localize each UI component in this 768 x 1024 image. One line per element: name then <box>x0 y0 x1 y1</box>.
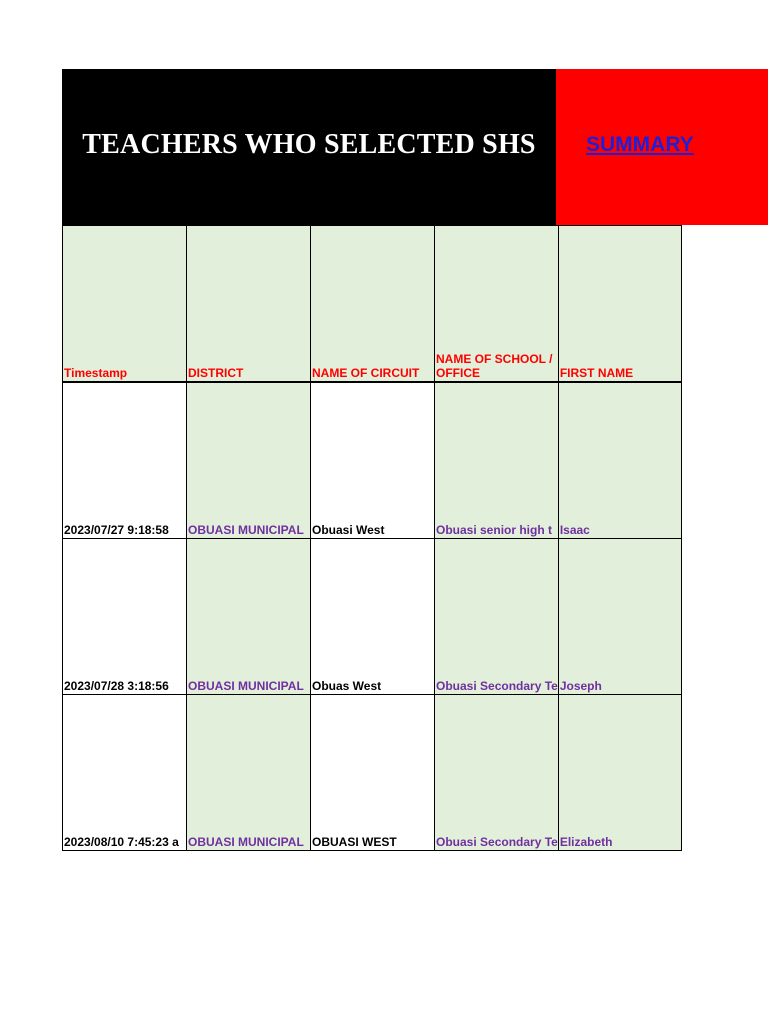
cell-first-name[interactable]: Elizabeth <box>558 695 681 851</box>
header-district: DISTRICT <box>187 226 311 383</box>
summary-link[interactable]: SUMMARY <box>586 133 694 156</box>
cell-school[interactable]: Obuasi Secondary Te <box>435 695 559 851</box>
table-row <box>63 539 682 695</box>
header-first-name: FIRST NAME <box>558 226 681 383</box>
table-row <box>63 382 682 539</box>
teachers-table <box>62 225 682 851</box>
cell-district[interactable]: OBUASI MUNICIPAL <box>187 382 311 539</box>
cell-school[interactable]: Obuasi senior high t <box>435 382 559 539</box>
cell-district[interactable]: OBUASI MUNICIPAL <box>187 695 311 851</box>
header-circuit: NAME OF CIRCUIT <box>311 226 435 383</box>
summary-link-clip <box>586 133 694 157</box>
header-school: NAME OF SCHOOL / OFFICE <box>435 226 559 383</box>
cell-circuit[interactable]: Obuas West <box>311 539 435 695</box>
summary-banner <box>556 69 768 225</box>
header-timestamp: Timestamp <box>63 226 187 383</box>
cell-circuit[interactable]: OBUASI WEST <box>311 695 435 851</box>
cell-school[interactable]: Obuasi Secondary Te <box>435 539 559 695</box>
cell-first-name[interactable]: Isaac <box>558 382 681 539</box>
page-title: TEACHERS WHO SELECTED SHS <box>82 129 536 160</box>
cell-first-name[interactable]: Joseph <box>558 539 681 695</box>
table-header-row <box>63 226 682 383</box>
cell-district[interactable]: OBUASI MUNICIPAL <box>187 539 311 695</box>
cell-timestamp[interactable]: 2023/07/28 3:18:56 <box>63 539 187 695</box>
title-banner <box>62 69 556 225</box>
table-row <box>63 695 682 851</box>
cell-timestamp[interactable]: 2023/07/27 9:18:58 <box>63 382 187 539</box>
cell-circuit[interactable]: Obuasi West <box>311 382 435 539</box>
cell-timestamp[interactable]: 2023/08/10 7:45:23 a <box>63 695 187 851</box>
